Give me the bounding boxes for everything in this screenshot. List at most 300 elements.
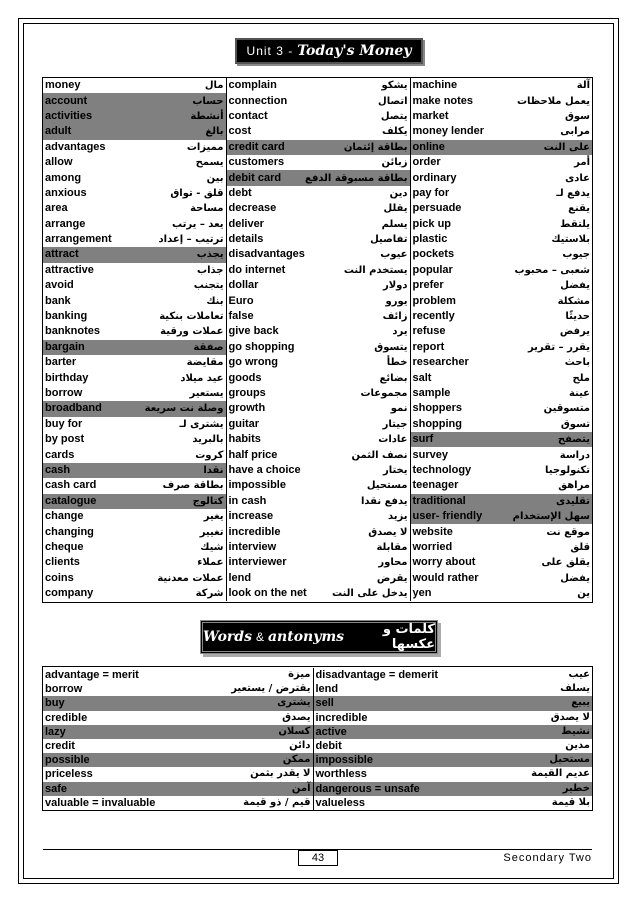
arabic-meaning: بالغ — [138, 124, 226, 139]
arabic-meaning: يستخدم النت — [323, 263, 410, 278]
english-word: contact — [228, 109, 268, 122]
english-word: barter — [45, 356, 77, 369]
english-word: changing — [45, 525, 94, 538]
english-word: among — [45, 171, 82, 184]
arabic-meaning: يستعير — [138, 386, 226, 401]
arabic-meaning: زائف — [323, 309, 410, 324]
arabic-meaning: عيد ميلاد — [138, 370, 226, 385]
english-word: disadvantage = demerit — [315, 669, 439, 682]
english-word: worried — [412, 540, 453, 553]
arabic-meaning: يتسوق — [323, 340, 410, 355]
arabic-meaning: ملح — [572, 372, 590, 384]
english-word: problem — [412, 294, 456, 307]
arabic-meaning: بطاقة إئتمان — [323, 140, 410, 155]
table-row — [43, 217, 592, 232]
table-row — [43, 494, 592, 509]
english-word: attractive — [45, 263, 94, 276]
arabic-meaning: مشكلة — [557, 295, 590, 307]
vocabulary-table — [43, 78, 592, 601]
arabic-meaning: تقليدى — [505, 494, 592, 509]
arabic-meaning: يشكو — [323, 78, 410, 93]
english-word: activities — [43, 109, 138, 124]
arabic-meaning: يرفض — [559, 326, 590, 338]
table-row — [43, 155, 592, 170]
table-row — [43, 232, 592, 247]
arabic-meaning: يشترى — [203, 696, 313, 710]
english-word: cheque — [45, 540, 84, 553]
english-word: pockets — [412, 248, 455, 261]
arabic-meaning: مجموعات — [323, 386, 410, 401]
english-word: plastic — [412, 233, 448, 246]
english-word: bargain — [43, 340, 138, 355]
arabic-meaning: يتصل — [323, 109, 410, 124]
table-row — [43, 668, 592, 682]
arabic-meaning: يسمح — [138, 155, 226, 170]
arabic-meaning: بطاقة صرف — [138, 478, 226, 493]
table-row — [43, 796, 592, 810]
arabic-meaning: مساحة — [138, 201, 226, 216]
arabic-meaning: سهل الإستخدام — [505, 509, 592, 524]
arabic-meaning: سوق — [564, 110, 590, 122]
arabic-meaning: يقترض / يستعير — [203, 682, 313, 696]
arabic-meaning: يبيع — [473, 696, 592, 710]
english-word: valuable = invaluable — [45, 796, 156, 809]
arabic-meaning: عملات معدنية — [138, 571, 226, 586]
english-word: by post — [45, 433, 85, 446]
table-row — [43, 386, 592, 401]
english-word: impossible — [313, 753, 473, 767]
arabic-meaning: مميزات — [138, 140, 226, 155]
table-row — [43, 293, 592, 308]
arabic-meaning: نقدا — [138, 463, 226, 478]
english-word: go shopping — [228, 340, 295, 353]
table-row — [43, 109, 592, 124]
arabic-meaning: تغيير — [138, 524, 226, 539]
words-title: Words — [203, 629, 252, 645]
english-word: growth — [228, 402, 266, 415]
english-word: incredible — [315, 711, 368, 724]
arabic-meaning: يتصفح — [505, 432, 592, 447]
arabic-meaning: يجذب — [138, 247, 226, 262]
arabic-meaning: عادى — [565, 172, 590, 184]
english-word: disadvantages — [228, 248, 305, 261]
english-word: safe — [43, 782, 203, 796]
words-antonyms-banner — [200, 620, 438, 654]
table-row — [43, 725, 592, 739]
english-word: dangerous = unsafe — [313, 782, 473, 796]
english-word: traditional — [410, 494, 505, 509]
english-word: popular — [412, 263, 453, 276]
english-word: avoid — [45, 279, 74, 292]
arabic-meaning: عيب — [568, 669, 590, 681]
english-word: prefer — [412, 279, 444, 292]
english-word: borrow — [45, 387, 83, 399]
arabic-meaning: جيتار — [323, 417, 410, 432]
english-word: make notes — [412, 94, 474, 107]
english-word: recently — [412, 310, 455, 323]
english-word: coins — [45, 571, 74, 584]
table-row — [43, 682, 592, 696]
arabic-meaning: موقع نت — [546, 526, 590, 538]
arabic-meaning: يعمل ملاحظات — [516, 95, 590, 107]
english-word: half price — [228, 448, 278, 461]
english-word: cards — [45, 448, 75, 461]
arabic-meaning: ممكن — [203, 753, 313, 767]
table-row — [43, 201, 592, 216]
arabic-meaning: شركة — [138, 586, 226, 601]
table-row — [43, 555, 592, 570]
arabic-meaning: مقايضة — [138, 355, 226, 370]
english-word: salt — [412, 371, 432, 384]
table-row — [43, 278, 592, 293]
arabic-meaning: يسلف — [560, 683, 590, 695]
arabic-meaning: شعبى – محبوب — [514, 264, 590, 276]
english-word: credit — [45, 740, 75, 753]
english-word: buy for — [45, 417, 83, 430]
arabic-meaning: عملاء — [138, 555, 226, 570]
english-word: refuse — [412, 325, 446, 338]
english-word: machine — [412, 79, 458, 92]
english-word: yen — [412, 587, 432, 600]
english-word: cash — [43, 463, 138, 478]
arabic-meaning: كروت — [138, 447, 226, 462]
arabic-meaning: يتجنب — [138, 278, 226, 293]
table-row — [43, 463, 592, 478]
arabic-meaning: باحث — [564, 357, 590, 369]
arabic-meaning: مستحيل — [473, 753, 592, 767]
arabic-meaning: أنشطة — [138, 109, 226, 124]
arabic-meaning: يفضل — [560, 572, 590, 584]
english-word: money lender — [412, 125, 485, 138]
arabic-meaning: مراهق — [558, 480, 590, 492]
arabic-meaning: يسلم — [323, 217, 410, 232]
arabic-meaning: تسوق — [560, 418, 590, 430]
english-word: increase — [228, 510, 274, 523]
arabic-meaning: مرابى — [560, 126, 590, 138]
table-row — [43, 417, 592, 432]
arabic-meaning: ين — [577, 588, 590, 600]
table-row — [43, 711, 592, 725]
english-word: dollar — [228, 279, 259, 292]
arabic-meaning: عادات — [323, 432, 410, 447]
unit-title: Today's Money — [297, 43, 412, 59]
arabic-meaning: يقنع — [568, 203, 590, 215]
english-word: banknotes — [45, 325, 101, 338]
arabic-meaning: آلة — [576, 80, 590, 92]
english-word: teenager — [412, 479, 459, 492]
arabic-meaning: نشيط — [473, 725, 592, 739]
english-word: have a choice — [228, 463, 301, 476]
english-word: go wrong — [228, 356, 278, 369]
english-word: impossible — [228, 479, 286, 492]
arabic-meaning: كتالوج — [138, 494, 226, 509]
arabic-meaning: عديم القيمة — [531, 768, 590, 780]
english-word: shoppers — [412, 402, 463, 415]
english-word: allow — [45, 156, 73, 169]
arabic-meaning: يقلق على — [541, 557, 590, 569]
english-word: in cash — [228, 494, 267, 507]
arabic-meaning: دين — [323, 186, 410, 201]
table-row — [43, 340, 592, 355]
arabic-meaning: يكلف — [323, 124, 410, 139]
arabic-meaning: يدفع نقدا — [323, 494, 410, 509]
table-row — [43, 782, 592, 796]
english-word: deliver — [228, 217, 264, 230]
english-word: debt — [228, 186, 252, 199]
arabic-meaning: لا يصدق — [550, 711, 590, 723]
arabic-meaning: بضائع — [323, 370, 410, 385]
english-word: valueless — [315, 796, 366, 809]
table-row — [43, 753, 592, 767]
english-word: clients — [45, 556, 80, 569]
english-word: lend — [228, 571, 252, 584]
english-word: incredible — [228, 525, 281, 538]
arabic-meaning: خطير — [473, 782, 592, 796]
table-row — [43, 509, 592, 524]
arabic-meaning: يقرض — [323, 571, 410, 586]
table-row — [43, 401, 592, 416]
arabic-meaning: يصدق — [203, 711, 313, 725]
arabic-meaning: بلا قيمة — [551, 796, 590, 808]
arabic-meaning: عملات ورقية — [138, 324, 226, 339]
english-word: pick up — [412, 217, 452, 230]
english-word: debit — [315, 740, 342, 753]
english-word: guitar — [228, 417, 260, 430]
english-word: groups — [228, 387, 266, 399]
english-word: account — [43, 93, 138, 108]
english-word: website — [412, 525, 453, 538]
english-word: anxious — [45, 186, 87, 199]
arabic-meaning: يقرر – تقرير — [527, 341, 590, 353]
arabic-meaning: يقلل — [323, 201, 410, 216]
arabic-meaning: يفضل — [560, 280, 590, 292]
arabic-meaning: تعاملات بنكية — [138, 309, 226, 324]
arabic-meaning: جذاب — [138, 263, 226, 278]
english-word: look on the net — [228, 587, 307, 600]
arabic-meaning: يختار — [323, 463, 410, 478]
table-row — [43, 370, 592, 385]
english-word: interviewer — [228, 556, 287, 569]
english-word: advantage = merit — [45, 669, 139, 682]
english-word: researcher — [412, 356, 469, 369]
table-row — [43, 696, 592, 710]
arabic-meaning: عينة — [568, 388, 590, 399]
table-row — [43, 124, 592, 139]
arabic-meaning: بنك — [138, 293, 226, 308]
arabic-title: كلمات و عكسها — [382, 622, 435, 652]
english-word: company — [45, 587, 94, 600]
english-word: decrease — [228, 202, 277, 215]
english-word: borrow — [45, 683, 83, 696]
table-row — [43, 432, 592, 447]
arabic-meaning: مدين — [565, 740, 590, 752]
arabic-meaning: يرد — [323, 324, 410, 339]
english-word: money — [45, 79, 81, 92]
arabic-meaning: يعد – يرتب — [138, 217, 226, 232]
english-word: report — [412, 340, 445, 353]
arabic-meaning: ميزة — [203, 668, 313, 682]
arabic-meaning: مال — [138, 78, 226, 93]
table-row — [43, 571, 592, 586]
english-word: priceless — [45, 768, 93, 781]
table-row — [43, 524, 592, 539]
arabic-meaning: ترتيب – إعداد — [138, 232, 226, 247]
arabic-meaning: قلق - تواق — [138, 186, 226, 201]
english-word: give back — [228, 325, 279, 338]
english-word: banking — [45, 310, 88, 323]
english-word: arrangement — [45, 233, 112, 246]
table-row — [43, 309, 592, 324]
english-word: would rather — [412, 571, 479, 584]
arabic-meaning: دولار — [323, 278, 410, 293]
english-word: lend — [315, 683, 339, 696]
english-word: do internet — [228, 263, 286, 276]
arabic-meaning: حساب — [138, 93, 226, 108]
english-word: worthless — [315, 768, 367, 781]
table-row — [43, 186, 592, 201]
arabic-meaning: يشترى لـ — [138, 417, 226, 432]
arabic-meaning: حديثًا — [565, 311, 590, 323]
english-word: pay for — [412, 186, 450, 199]
english-word: broadband — [43, 401, 138, 416]
ampersand: & — [255, 630, 264, 644]
english-word: complain — [228, 79, 277, 92]
table-row — [43, 478, 592, 493]
antonyms-title: antonyms — [267, 629, 345, 645]
english-word: buy — [43, 696, 203, 710]
english-word: catalogue — [43, 494, 138, 509]
arabic-meaning: آمن — [203, 782, 313, 796]
arabic-meaning: بلاستيك — [551, 234, 590, 246]
english-word: adult — [43, 124, 138, 139]
english-word: order — [412, 156, 441, 169]
unit-title-banner — [235, 38, 423, 64]
arabic-meaning: بالبريد — [138, 432, 226, 447]
arabic-meaning: نمو — [323, 401, 410, 416]
arabic-meaning: مستحيل — [323, 478, 410, 493]
english-word: advantages — [45, 140, 106, 153]
english-word: technology — [412, 463, 472, 476]
english-word: debit card — [226, 170, 323, 185]
english-word: connection — [228, 94, 288, 107]
arabic-meaning: لا يقدر بثمن — [203, 767, 313, 781]
english-word: area — [45, 202, 68, 215]
arabic-meaning: كسلان — [203, 725, 313, 739]
english-word: worry about — [412, 556, 476, 569]
arabic-meaning: وصلة نت سريعة — [138, 401, 226, 416]
english-word: Euro — [228, 294, 254, 307]
arabic-meaning: بطاقة مسبوقة الدفع — [323, 170, 410, 185]
arabic-meaning: يدفع لـ — [556, 187, 590, 199]
english-word: habits — [228, 433, 261, 446]
english-word: user- friendly — [410, 509, 505, 524]
table-row — [43, 739, 592, 753]
arabic-meaning: دائن — [203, 739, 313, 753]
arabic-meaning: اتصال — [323, 93, 410, 108]
english-word: false — [228, 310, 254, 323]
english-word: lazy — [43, 725, 203, 739]
english-word: bank — [45, 294, 71, 307]
arabic-meaning: أمر — [574, 157, 590, 169]
unit-label: Unit 3 - — [246, 44, 294, 58]
arabic-meaning: على النت — [505, 140, 592, 155]
arabic-meaning: متسوقين — [543, 403, 590, 415]
arabic-meaning: قيم / ذو قيمة — [203, 796, 313, 810]
english-word: surf — [410, 432, 505, 447]
arabic-meaning: صفقة — [138, 340, 226, 355]
table-row — [43, 170, 592, 185]
antonyms-table — [43, 668, 592, 810]
arabic-meaning: مقابلة — [323, 540, 410, 555]
table-row — [43, 247, 592, 262]
arabic-meaning: زبائن — [323, 155, 410, 170]
english-word: credit card — [226, 140, 323, 155]
arabic-meaning: يلتقط — [560, 218, 590, 230]
table-row — [43, 586, 592, 601]
table-row — [43, 355, 592, 370]
table-row — [43, 263, 592, 278]
english-word: cash card — [45, 479, 97, 492]
arabic-meaning: يزيد — [323, 509, 410, 524]
english-word: active — [313, 725, 473, 739]
arabic-meaning: عيوب — [323, 247, 410, 262]
arabic-meaning: شيك — [138, 540, 226, 555]
english-word: survey — [412, 448, 448, 461]
arabic-meaning: خطأ — [323, 355, 410, 370]
english-word: sample — [412, 387, 451, 399]
table-row — [43, 324, 592, 339]
english-word: possible — [43, 753, 203, 767]
arabic-meaning: بين — [138, 170, 226, 185]
english-word: market — [412, 109, 449, 122]
english-word: details — [228, 233, 264, 246]
english-word: online — [410, 140, 505, 155]
arabic-meaning: يدخل على النت — [323, 586, 410, 601]
english-word: change — [45, 510, 84, 523]
english-word: goods — [228, 371, 262, 384]
arabic-meaning: دراسة — [559, 449, 590, 461]
table-row — [43, 540, 592, 555]
table-row — [43, 93, 592, 108]
arabic-meaning: جيوب — [562, 249, 590, 261]
arabic-meaning: يورو — [323, 293, 410, 308]
table-row — [43, 767, 592, 781]
footer-label: Secondary Two — [503, 852, 592, 864]
page-number: 43 — [298, 850, 338, 866]
english-word: credible — [45, 711, 88, 724]
arabic-meaning: تفاصيل — [323, 232, 410, 247]
english-word: arrange — [45, 217, 86, 230]
english-word: interview — [228, 540, 277, 553]
english-word: attract — [43, 247, 138, 262]
arabic-meaning: قلق — [570, 541, 590, 553]
english-word: cost — [228, 125, 252, 138]
arabic-meaning: نصف الثمن — [323, 447, 410, 462]
arabic-meaning: تكنولوجيا — [545, 464, 590, 476]
arabic-meaning: محاور — [323, 555, 410, 570]
table-row — [43, 140, 592, 155]
arabic-meaning: لا يصدق — [323, 524, 410, 539]
english-word: customers — [228, 156, 285, 169]
english-word: persuade — [412, 202, 462, 215]
arabic-meaning: يغير — [138, 509, 226, 524]
english-word: shopping — [412, 417, 462, 430]
english-word: birthday — [45, 371, 89, 384]
english-word: sell — [313, 696, 473, 710]
table-row — [43, 78, 592, 93]
english-word: ordinary — [412, 171, 457, 184]
table-row — [43, 447, 592, 462]
